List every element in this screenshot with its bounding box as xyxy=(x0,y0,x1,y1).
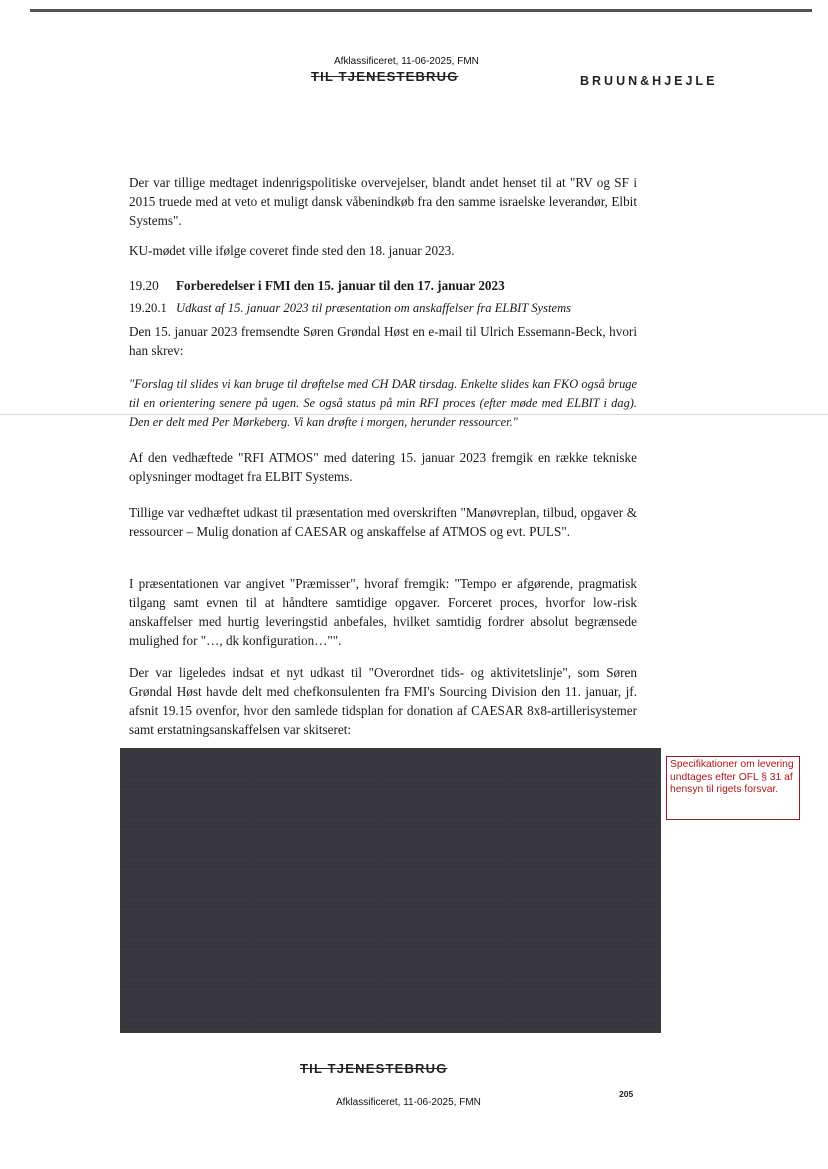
email-quote: "Forslag til slides vi kan bruge til drøftelse med CH DAR tirsdag. Enkelte slides kan FKO også bruge til en orientering senere på ugen. Se også status på min RFI proces (efter møde med ELBIT i dag). Den er delt med Per Mørkeberg. Vi kan drøfte i morgen, herunder ressourcer." xyxy=(129,377,637,429)
subsection-number: 19.20.1 xyxy=(129,301,167,315)
firm-logo: BRUUN&HJEJLE xyxy=(580,74,718,88)
paragraph-premises: I præsentationen var angivet "Præmisser", hvoraf fremgik: "Tempo er afgørende, pragmatisk tilgang samt evnen til at håndtere samtidige opgaver. Forceret proces, hvorfor low-risk anskaffelser med hurtig leveringstid anbefales, hvilket samtidig fordrer absolut begrænsede mulighed for "…, dk konfiguration…"". xyxy=(129,576,637,648)
section-number: 19.20 xyxy=(129,278,159,293)
page-number: 205 xyxy=(619,1089,634,1099)
declassification-stamp-bottom: Afklassificeret, 11-06-2025, FMN xyxy=(336,1097,481,1108)
section-heading xyxy=(129,278,505,294)
section-title: Forberedelser i FMI den 15. januar til den 17. januar 2023 xyxy=(176,278,505,293)
classification-marking-top: TIL TJENESTEBRUG xyxy=(311,69,459,84)
declassification-stamp-top: Afklassificeret, 11-06-2025, FMN xyxy=(334,56,479,67)
paragraph-presentation-draft: Tillige var vedhæftet udkast til præsentation med overskriften "Manøvreplan, tilbud, opgaver & ressourcer – Mulig donation af CAESAR og anskaffelse af ATMOS og evt. PULS". xyxy=(129,505,637,539)
redacted-image-block xyxy=(120,748,661,1033)
paragraph-ku-meeting: KU-mødet ville ifølge coveret finde sted den 18. januar 2023. xyxy=(129,243,455,258)
paragraph-email-intro: Den 15. januar 2023 fremsendte Søren Grøndal Høst en e-mail til Ulrich Essemann-Beck, hvori han skrev: xyxy=(129,324,637,358)
redaction-note: Specifikationer om levering undtages efter OFL § 31 af hensyn til rigets forsvar. xyxy=(666,756,800,820)
scan-artifact-line xyxy=(0,414,828,415)
paragraph-timeline: Der var ligeledes indsat et nyt udkast til "Overordnet tids- og aktivitetslinje", som Søren Grøndal Høst havde delt med chefkonsulenten fra FMI's Sourcing Division den 11. januar, jf. afsnit 19.15 ovenfor, hvor den samlede tidsplan for donation af CAESAR 8x8-artillerisystemer samt erstatningsanskaffelsen var skitseret: xyxy=(129,665,637,737)
subsection-heading xyxy=(129,300,571,316)
scan-top-border xyxy=(30,9,812,12)
classification-marking-bottom: TIL TJENESTEBRUG xyxy=(300,1061,448,1076)
paragraph-domestic-politics: Der var tillige medtaget indenrigspolitiske overvejelser, blandt andet henset til at "RV og SF i 2015 truede med at veto et muligt dansk våbenindkøb fra den samme israelske leverandør, Elbit Systems". xyxy=(129,175,637,228)
subsection-title: Udkast af 15. januar 2023 til præsentation om anskaffelser fra ELBIT Systems xyxy=(176,301,572,315)
paragraph-rfi-atmos: Af den vedhæftede "RFI ATMOS" med datering 15. januar 2023 fremgik en række tekniske oplysninger modtaget fra ELBIT Systems. xyxy=(129,450,637,484)
